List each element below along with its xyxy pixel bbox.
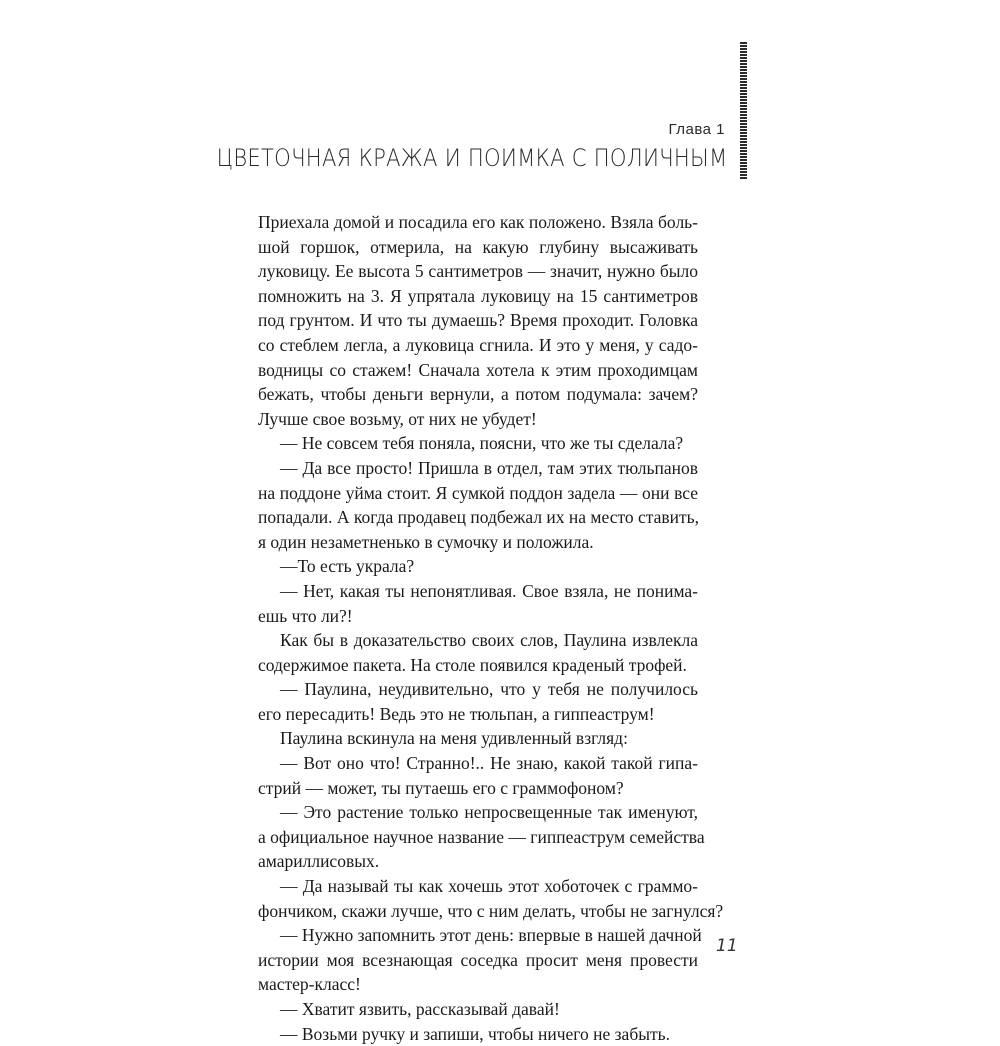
text-line: — Нужно запомнить этот день: впервые в нашей дачной (280, 925, 702, 946)
page-number: 11 (716, 936, 738, 956)
text-line: помножить на 3. Я упрятала луковицу на 15 сантиметров (258, 285, 698, 306)
text-line: — Да называй ты как хочешь этот хоботочек с граммо- (280, 876, 698, 897)
text-line: — Не совсем тебя поняла, поясни, что же ты сделала? (280, 433, 684, 454)
text-line: попадали. А когда продавец подбежал их на место ставить, (258, 507, 700, 528)
text-line: под грунтом. И что ты думаешь? Время проходит. Головка (258, 310, 698, 331)
text-line: — Нет, какая ты непонятливая. Свое взяла, не понима- (280, 580, 698, 601)
text-line: его пересадить! Ведь это не тюльпан, а гиппеаструм! (258, 703, 655, 724)
text-line: — Возьми ручку и запиши, чтобы ничего не забыть. (280, 1023, 670, 1044)
text-line: Как бы в доказательство своих слов, Паулина извлекла (280, 630, 698, 651)
body-text (258, 210, 724, 1046)
text-line: — Да все просто! Пришла в отдел, там этих тюльпанов (280, 457, 698, 478)
chapter-title: ЦВЕТОЧНАЯ КРАЖА И ПОИМКА С ПОЛИЧНЫМ (216, 144, 727, 172)
text-line: бежать, чтобы деньги вернули, а потом подумала: зачем? (258, 384, 698, 405)
text-line: луковицу. Ее высота 5 сантиметров — значит, нужно было (258, 261, 698, 282)
text-line: Лучше свое возьму, от них не убудет! (258, 408, 537, 429)
text-line: — Паулина, неудивительно, что у тебя не получилось (280, 679, 698, 700)
text-line: со стеблем легла, а луковица сгнила. И это у меня, у садо- (258, 334, 698, 355)
text-line: — Вот оно что! Странно!.. Не знаю, какой такой гипа- (280, 753, 698, 774)
text-line: а официальное научное название — гиппеаструм семейства (258, 826, 705, 847)
text-line: — Хватит язвить, рассказывай давай! (280, 999, 560, 1019)
chapter-edge-marker (740, 42, 747, 180)
text-line: — Это растение только непросвещенные так именуют, (280, 802, 698, 823)
text-line: шой горшок, отмерила, на какую глубину высаживать (258, 236, 698, 257)
text-line: Паулина вскинула на меня удивленный взгляд: (280, 728, 628, 749)
text-line: стрий — может, ты путаешь его с граммофоном? (258, 777, 624, 798)
text-line: —То есть украла? (280, 556, 415, 577)
text-line: я один незаметненько в сумочку и положила. (258, 531, 594, 552)
text-line: Приехала домой и посадила его как положено. Взяла боль- (258, 212, 698, 232)
text-line: водницы со стажем! Сначала хотела к этим проходимцам (258, 359, 698, 380)
text-line: амариллисовых. (258, 851, 380, 872)
text-line: ешь что ли?! (258, 605, 353, 626)
chapter-label: Глава 1 (668, 121, 725, 138)
text-line: на поддоне уйма стоит. Я сумкой поддон задела — они все (258, 482, 698, 503)
text-line: фончиком, скажи лучше, что с ним делать, чтобы не загнулся? (258, 900, 724, 921)
text-line: содержимое пакета. На столе появился краденый трофей. (258, 654, 687, 675)
text-line: мастер-класс! (258, 974, 361, 995)
text-line: истории моя всезнающая соседка просит меня провести (258, 949, 698, 970)
